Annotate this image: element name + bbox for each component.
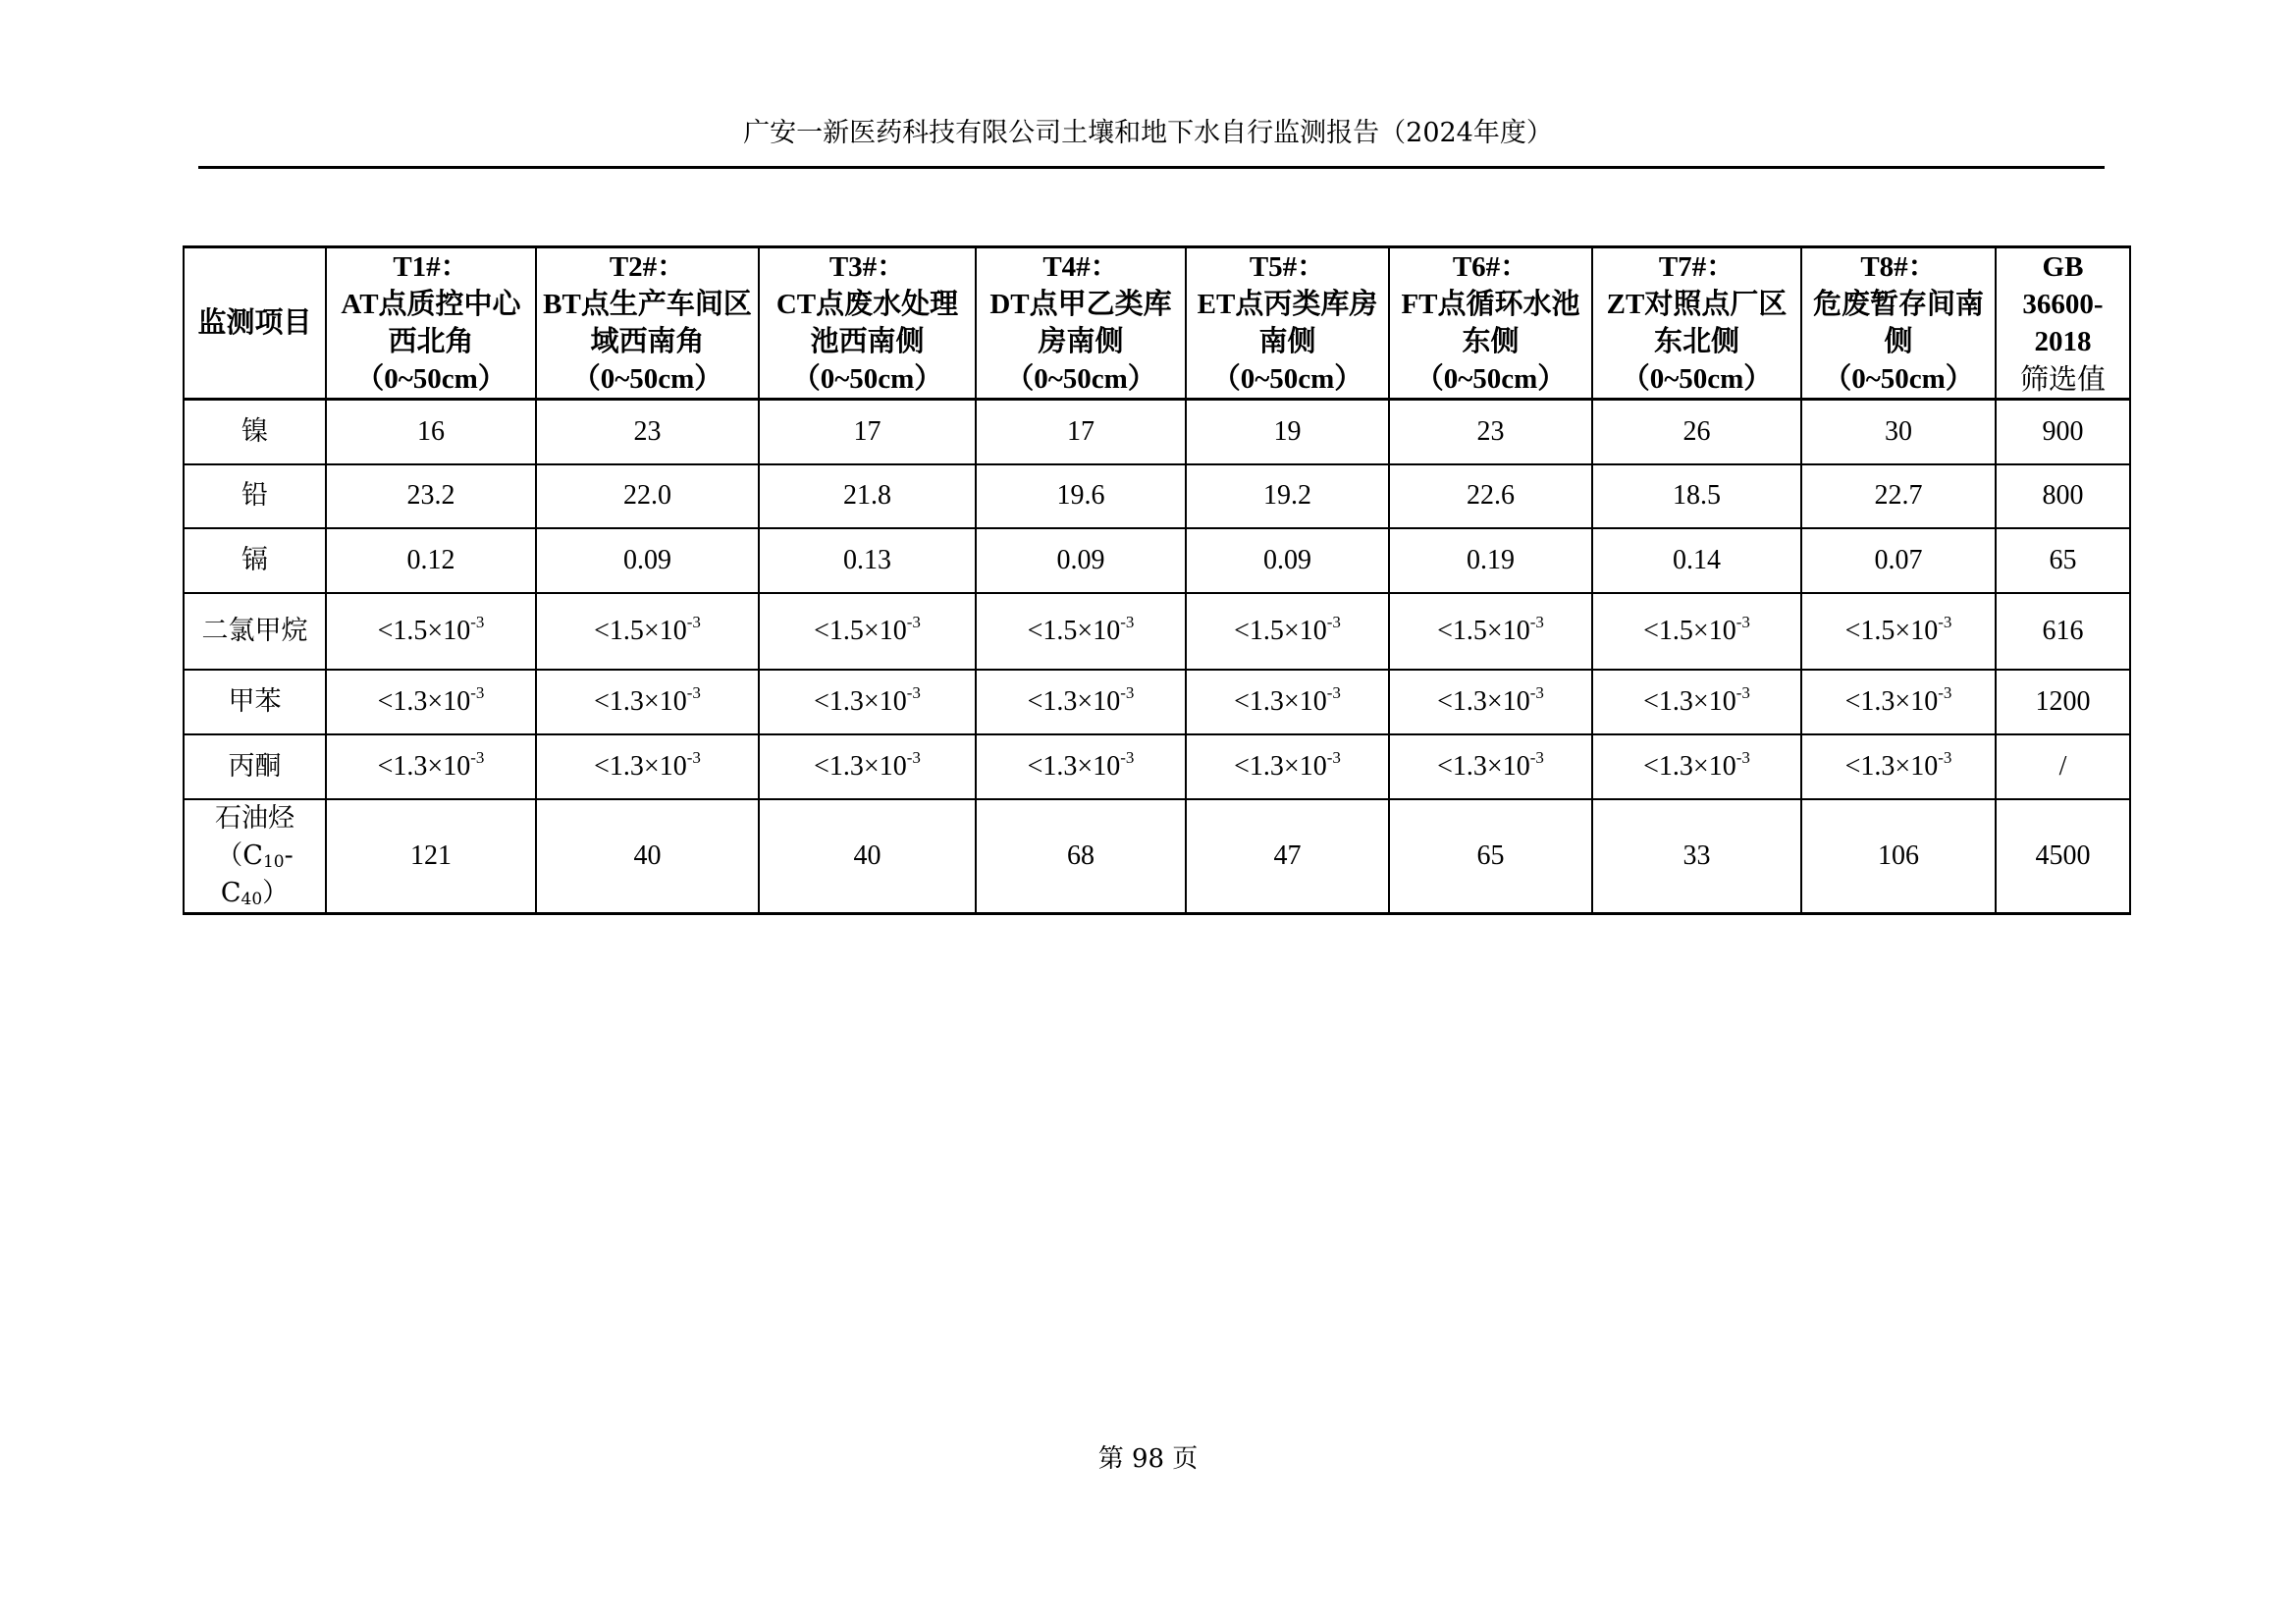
value-cell: $<1.5\times 10^{-3}$ — [1186, 593, 1389, 670]
exponent: -3 — [1938, 747, 1952, 767]
column-depth: （0~50cm） — [1621, 363, 1773, 395]
value-cell: 19.6 — [976, 464, 1186, 528]
value-cell: $<1.3\times 10^{-3}$ — [976, 670, 1186, 734]
value-cell: $<1.5\times 10^{-3}$ — [759, 593, 976, 670]
standard-cell: 4500 — [1996, 799, 2130, 914]
column-id: T4#： — [1042, 251, 1119, 283]
column-desc: ET点丙类库房南侧 — [1197, 289, 1378, 357]
exponent: -3 — [906, 612, 921, 631]
page-header-title: 广安一新医药科技有限公司土壤和地下水自行监测报告（2024年度） — [743, 118, 1553, 148]
value-cell: 19 — [1186, 400, 1389, 464]
value-cell: 26 — [1592, 400, 1801, 464]
column-depth: （0~50cm） — [1823, 363, 1974, 395]
exponent: -3 — [470, 612, 485, 631]
header-divider — [198, 166, 2105, 169]
exponent: -3 — [1120, 747, 1135, 767]
value-cell: 22.7 — [1801, 464, 1996, 528]
value-cell: 40 — [536, 799, 759, 914]
value-cell: 0.09 — [536, 528, 759, 593]
column-desc: 危废暂存间南侧 — [1812, 289, 1984, 357]
value-cell: $<1.5\times 10^{-3}$ — [976, 593, 1186, 670]
standard-cell: 800 — [1996, 464, 2130, 528]
page-number: 第 98 页 — [1097, 1444, 1199, 1474]
value-cell: 121 — [326, 799, 536, 914]
exponent: -3 — [686, 612, 701, 631]
value-cell: $<1.3\times 10^{-3}$ — [759, 734, 976, 799]
column-id: T3#： — [828, 251, 906, 283]
value-cell: 23 — [536, 400, 759, 464]
exponent: -3 — [1529, 747, 1544, 767]
item-name-cell: 石油烃 $(C_{10}-C_{40})$ — [184, 799, 326, 914]
standard-column-header — [1996, 247, 2130, 400]
column-desc: BT点生产车间区域西南角 — [543, 289, 752, 357]
table-row — [184, 670, 2130, 734]
exponent: -3 — [1938, 682, 1952, 702]
value-cell: 33 — [1592, 799, 1801, 914]
item-name-cell: 丙酮 — [184, 734, 326, 799]
value-cell: 0.13 — [759, 528, 976, 593]
column-id: T1#： — [393, 251, 469, 283]
exponent: -3 — [470, 747, 485, 767]
column-header-t2 — [536, 247, 759, 400]
exponent: -3 — [1735, 682, 1750, 702]
table-row — [184, 593, 2130, 670]
value-cell: 0.19 — [1389, 528, 1592, 593]
column-id: T2#： — [609, 251, 686, 283]
column-id: T7#： — [1658, 251, 1735, 283]
standard-cell: 616 — [1996, 593, 2130, 670]
value-cell: $<1.3\times 10^{-3}$ — [1592, 734, 1801, 799]
exponent: -3 — [906, 682, 921, 702]
value-cell: $<1.3\times 10^{-3}$ — [759, 670, 976, 734]
monitoring-results-table — [183, 245, 2131, 915]
value-cell: 0.12 — [326, 528, 536, 593]
value-cell: 22.0 — [536, 464, 759, 528]
column-id: T8#： — [1860, 251, 1937, 283]
exponent: -3 — [1120, 682, 1135, 702]
column-header-t7 — [1592, 247, 1801, 400]
value-cell: $<1.3\times 10^{-3}$ — [976, 734, 1186, 799]
value-cell: $<1.5\times 10^{-3}$ — [1592, 593, 1801, 670]
table-row — [184, 400, 2130, 464]
value-cell: $<1.5\times 10^{-3}$ — [326, 593, 536, 670]
value-cell: $<1.5\times 10^{-3}$ — [1801, 593, 1996, 670]
value-cell: $<1.5\times 10^{-3}$ — [536, 593, 759, 670]
value-cell: 16 — [326, 400, 536, 464]
column-header-t5 — [1186, 247, 1389, 400]
standard-label: 筛选值 — [2019, 362, 2106, 396]
value-cell: $<1.3\times 10^{-3}$ — [536, 734, 759, 799]
value-cell: 47 — [1186, 799, 1389, 914]
value-cell: $<1.3\times 10^{-3}$ — [1389, 734, 1592, 799]
column-depth: （0~50cm） — [571, 363, 723, 395]
column-desc: ZT对照点厂区东北侧 — [1606, 289, 1788, 357]
value-cell: $<1.3\times 10^{-3}$ — [326, 734, 536, 799]
standard-cell: 65 — [1996, 528, 2130, 593]
value-cell: $<1.3\times 10^{-3}$ — [1186, 734, 1389, 799]
value-cell: 65 — [1389, 799, 1592, 914]
column-header-t3 — [759, 247, 976, 400]
column-depth: （0~50cm） — [791, 363, 943, 395]
exponent: -3 — [1735, 612, 1750, 631]
exponent: -3 — [1326, 682, 1341, 702]
value-cell: 0.14 — [1592, 528, 1801, 593]
column-id: T6#： — [1452, 251, 1529, 283]
exponent: -3 — [1938, 612, 1952, 631]
standard-code: GB 36600-2018 — [2022, 251, 2104, 357]
exponent: -3 — [1326, 747, 1341, 767]
exponent: -3 — [470, 682, 485, 702]
exponent: -3 — [1529, 682, 1544, 702]
value-cell: 19.2 — [1186, 464, 1389, 528]
item-name-cell: 二氯甲烷 — [184, 593, 326, 670]
column-id: T5#： — [1249, 251, 1326, 283]
item-name-cell: 甲苯 — [184, 670, 326, 734]
value-cell: 106 — [1801, 799, 1996, 914]
column-desc: CT点废水处理池西南侧 — [775, 289, 959, 357]
table-row — [184, 734, 2130, 799]
column-depth: （0~50cm） — [1211, 363, 1363, 395]
value-cell: 68 — [976, 799, 1186, 914]
column-desc: AT点质控中心西北角 — [341, 289, 521, 357]
column-depth: （0~50cm） — [1415, 363, 1567, 395]
exponent: -3 — [1735, 747, 1750, 767]
value-cell: 17 — [976, 400, 1186, 464]
value-cell: 17 — [759, 400, 976, 464]
value-cell: $<1.3\times 10^{-3}$ — [536, 670, 759, 734]
column-desc: FT点循环水池东侧 — [1401, 289, 1580, 357]
table-row — [184, 528, 2130, 593]
value-cell: 0.07 — [1801, 528, 1996, 593]
value-cell: $<1.3\times 10^{-3}$ — [1389, 670, 1592, 734]
exponent: -3 — [686, 682, 701, 702]
value-cell: $<1.3\times 10^{-3}$ — [1186, 670, 1389, 734]
column-header-t8 — [1801, 247, 1996, 400]
exponent: -3 — [906, 747, 921, 767]
value-cell: 0.09 — [1186, 528, 1389, 593]
value-cell: 22.6 — [1389, 464, 1592, 528]
standard-cell: / — [1996, 734, 2130, 799]
value-cell: $<1.5\times 10^{-3}$ — [1389, 593, 1592, 670]
item-name-cell: 镍 — [184, 400, 326, 464]
exponent: -3 — [1120, 612, 1135, 631]
column-header-t1 — [326, 247, 536, 400]
standard-cell: 1200 — [1996, 670, 2130, 734]
column-header-t4 — [976, 247, 1186, 400]
value-cell: $<1.3\times 10^{-3}$ — [1592, 670, 1801, 734]
item-column-header: 监测项目 — [184, 247, 326, 400]
item-name-cell: 铅 — [184, 464, 326, 528]
table-header-row — [184, 247, 2130, 400]
exponent: -3 — [1529, 612, 1544, 631]
column-desc: DT点甲乙类库房南侧 — [989, 289, 1172, 357]
standard-cell: 900 — [1996, 400, 2130, 464]
table-row — [184, 799, 2130, 914]
value-cell: $<1.3\times 10^{-3}$ — [1801, 734, 1996, 799]
exponent: -3 — [1326, 612, 1341, 631]
column-depth: （0~50cm） — [355, 363, 507, 395]
value-cell: 23.2 — [326, 464, 536, 528]
column-header-t6 — [1389, 247, 1592, 400]
exponent: -3 — [686, 747, 701, 767]
value-cell: 30 — [1801, 400, 1996, 464]
value-cell: $<1.3\times 10^{-3}$ — [1801, 670, 1996, 734]
column-depth: （0~50cm） — [1005, 363, 1156, 395]
item-name-cell: 镉 — [184, 528, 326, 593]
value-cell: 23 — [1389, 400, 1592, 464]
value-cell: 40 — [759, 799, 976, 914]
table-row — [184, 464, 2130, 528]
value-cell: 21.8 — [759, 464, 976, 528]
value-cell: 0.09 — [976, 528, 1186, 593]
value-cell: $<1.3\times 10^{-3}$ — [326, 670, 536, 734]
value-cell: 18.5 — [1592, 464, 1801, 528]
